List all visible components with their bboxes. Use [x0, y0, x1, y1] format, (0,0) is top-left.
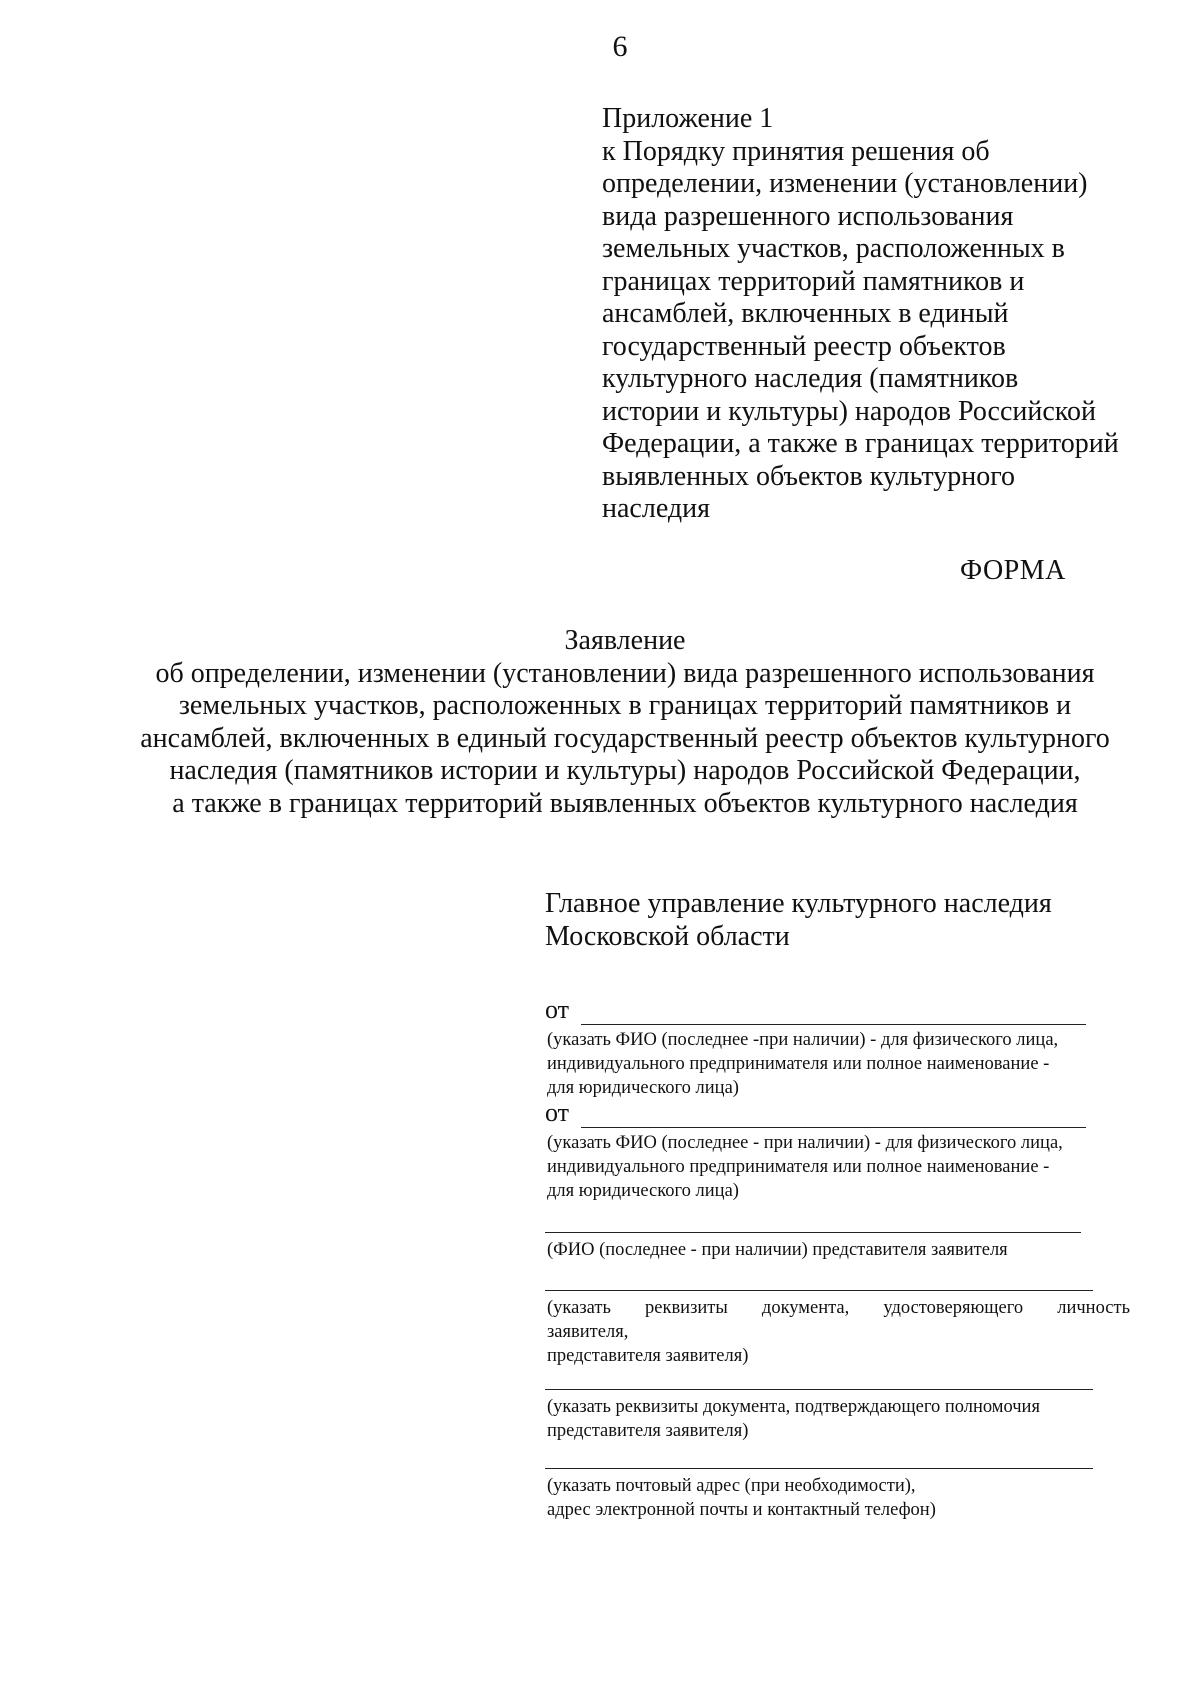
appendix-line: выявленных объектов культурного: [602, 460, 1016, 492]
statement-line: а также в границах территорий выявленных объектов культурного наследия: [172, 787, 1078, 819]
identity-doc-hint-line-1: [547, 1296, 1130, 1320]
hint-line: (указать почтовый адрес (при необходимости),: [547, 1476, 916, 1496]
appendix-header: [602, 103, 1162, 526]
appendix-line: истории и культуры) народов Российской: [602, 395, 1096, 427]
statement-title: Заявление: [564, 625, 686, 656]
appendix-line: культурного наследия (памятников: [602, 363, 1019, 394]
hint-line: для юридического лица): [547, 1181, 739, 1201]
hint-word: личность: [1057, 1298, 1131, 1318]
applicant-field-2: [545, 1098, 1086, 1128]
hint-line: представителя заявителя): [547, 1346, 749, 1366]
hint-line: для юридического лица): [547, 1078, 739, 1098]
hint-word: реквизиты: [645, 1298, 728, 1318]
authority-doc-input-line[interactable]: [545, 1389, 1093, 1390]
hint-line: (указать ФИО (последнее -при наличии) - для физического лица,: [547, 1030, 1059, 1050]
hint-word: (указать: [547, 1298, 611, 1318]
appendix-line: Федерации, а также в границах территорий: [602, 428, 1119, 459]
from-prefix: от: [545, 995, 570, 1024]
contact-info-hint: [547, 1474, 936, 1522]
identity-doc-input-line[interactable]: [545, 1290, 1093, 1291]
hint-line: заявителя,: [547, 1322, 629, 1342]
appendix-line: границах территорий памятников и: [602, 265, 1025, 297]
applicant-name-input-line[interactable]: [581, 1105, 1086, 1128]
hint-line: адрес электронной почты и контактный телефон): [547, 1500, 936, 1520]
hint-line: индивидуального предпринимателя или полное наименование -: [547, 1054, 1050, 1074]
statement-line: наследия (памятников истории и культуры) народов Российской Федерации,: [169, 755, 1081, 786]
applicant-hint-2: [547, 1131, 1063, 1203]
applicant-field-1: [545, 995, 1086, 1025]
hint-line: представителя заявителя): [547, 1421, 749, 1441]
addressee-line: Главное управление культурного наследия: [545, 888, 1052, 919]
statement-line: об определении, изменении (установлении) вида разрешенного использования: [155, 657, 1095, 689]
statement-line: ансамблей, включенных в единый государственный реестр объектов культурного: [140, 722, 1110, 754]
addressee-line: Московской области: [545, 921, 790, 952]
hint-word: документа,: [761, 1298, 850, 1318]
hint-line: (указать ФИО (последнее - при наличии) - для физического лица,: [547, 1133, 1063, 1153]
authority-doc-hint: [547, 1395, 1040, 1443]
statement-title-block: [60, 625, 1190, 820]
appendix-line: к Порядку принятия решения об: [602, 135, 990, 167]
appendix-line: государственный реестр объектов: [602, 330, 1006, 362]
hint-word: удостоверяющего: [883, 1298, 1024, 1318]
appendix-line: Приложение 1: [602, 103, 774, 134]
applicant-name-input-line[interactable]: [581, 1002, 1086, 1025]
applicant-hint-1: [547, 1028, 1058, 1100]
representative-name-input-line[interactable]: [545, 1232, 1081, 1233]
appendix-line: определении, изменении (установлении): [602, 168, 1088, 199]
appendix-line: наследия: [602, 493, 710, 524]
contact-info-input-line[interactable]: [545, 1468, 1093, 1469]
appendix-line: земельных участков, расположенных в: [602, 233, 1065, 264]
representative-name-hint: (ФИО (последнее - при наличии) представителя заявителя: [547, 1240, 1008, 1260]
form-label: ФОРМА: [960, 555, 1066, 586]
appendix-line: вида разрешенного использования: [602, 200, 1014, 232]
hint-line: (указать реквизиты документа, подтверждающего полномочия: [547, 1397, 1040, 1417]
hint-line: индивидуального предпринимателя или полное наименование -: [547, 1157, 1050, 1177]
addressee: [545, 887, 1052, 953]
statement-line: земельных участков, расположенных в границах территорий памятников и: [178, 690, 1072, 721]
from-prefix: от: [545, 1098, 570, 1127]
identity-doc-hint-rest: [547, 1320, 748, 1368]
page-number: 6: [612, 30, 628, 63]
appendix-line: ансамблей, включенных в единый: [602, 298, 1009, 329]
